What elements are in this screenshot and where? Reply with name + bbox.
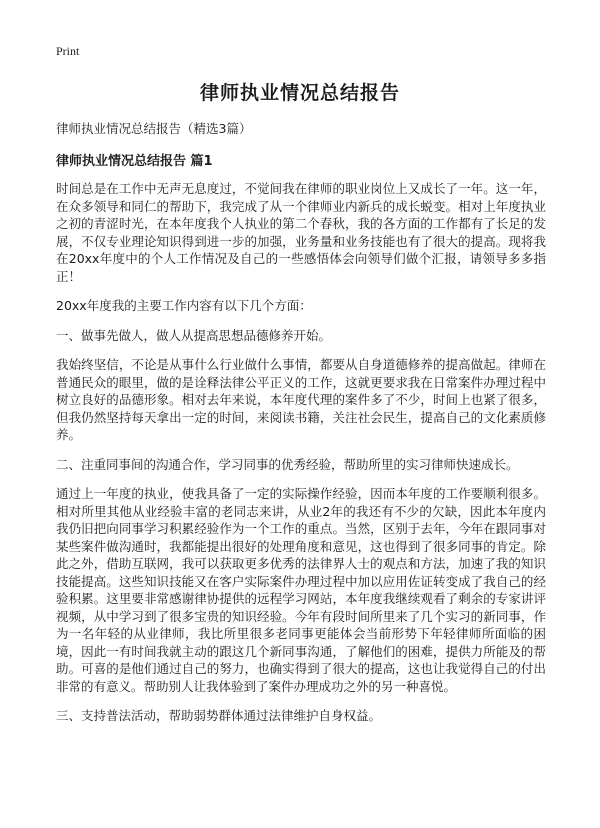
paragraph-point-one-body: 我始终坚信，不论是从事什么行业做什么事情，都要从自身道德修养的提高做起。律师在普通民众的眼里，做的是诠释法律公平正义的工作，这就更要求我在日常案件办理过程中树立良好的品德形象。相对去年来说，本年度代理的案件多了不少，时间上也紧了很多，但我仍然坚持每天拿出一定的时间，来阅读书籍，关注社会民生，提高自己的文化素质修养。 <box>56 357 546 442</box>
document-body <box>56 180 546 737</box>
paragraph-point-three-heading: 三、支持普法活动，帮助弱势群体通过法律维护自身权益。 <box>56 708 382 723</box>
paragraph-point-one-heading: 一、做事先做人，做人从提高思想品德修养开始。 <box>56 327 332 343</box>
paragraph-point-two-heading: 二、注重同事间的沟通合作，学习同事的优秀经验，帮助所里的实习律师快速成长。 <box>56 456 519 472</box>
section-heading: 律师执业情况总结报告 篇1 <box>56 154 213 169</box>
document-subtitle: 律师执业情况总结报告（精选3篇） <box>56 121 252 136</box>
paragraph-intro: 时间总是在工作中无声无息度过，不觉间我在律师的职业岗位上又成长了一年。这一年，在众多领导和同仁的帮助下，我完成了从一个律师业内新兵的成长蜕变。相对上年度执业之初的青涩时光，在本年度我个人执业的第二个春秋，我的各方面的工作都有了长足的发展，不仅专业理论知识得到进一步的加强，业务量和业务技能也有了很大的提高。现将我在20xx年度中的个人工作情况及自己的一些感悟体会向领导们做个汇报，请领导多多指正！ <box>56 181 546 284</box>
paragraph-point-two-body: 通过上一年度的执业，使我具备了一定的实际操作经验，因而本年度的工作要顺利很多。相对所里其他从业经验丰富的老同志来讲，从业2年的我还有不少的欠缺，因此本年度内我仍旧把向同事学习积累经验作为一个工作的重点。当然，区别于去年，今年在跟同事对某些案件做沟通时，我都能提出很好的处理角度和意见，这也得到了很多同事的肯定。除此之外，借助互联网，我可以获取更多优秀的法律界人士的观点和方法，加速了我的知识技能提高。这些知识技能又在客户实际案件办理过程中加以应用佐证转变成了我自己的经验积累。这里要非常感谢律协提供的远程学习网站，本年度我继续观看了剩余的专家讲评视频，从中学习到了很多宝贵的知识经验。今年有段时间所里来了几个实习的新同事，作为一名年轻的从业律师，我比所里很多老同事更能体会当前形势下年轻律师所面临的困境，因此一有时间我就主动的跟这几个新同事沟通，了解他们的困难，提供力所能及的帮助。可喜的是他们通过自己的努力，也确实得到了很大的提高，这也让我觉得自己的付出非常的有意义。帮助别人让我体验到了案件办理成功之外的另一种喜悦。 <box>56 486 546 694</box>
paragraph-work-overview: 20xx年度我的主要工作内容有以下几个方面： <box>56 298 312 313</box>
print-link[interactable]: Print <box>56 44 80 58</box>
document-title: 律师执业情况总结报告 <box>199 82 400 104</box>
